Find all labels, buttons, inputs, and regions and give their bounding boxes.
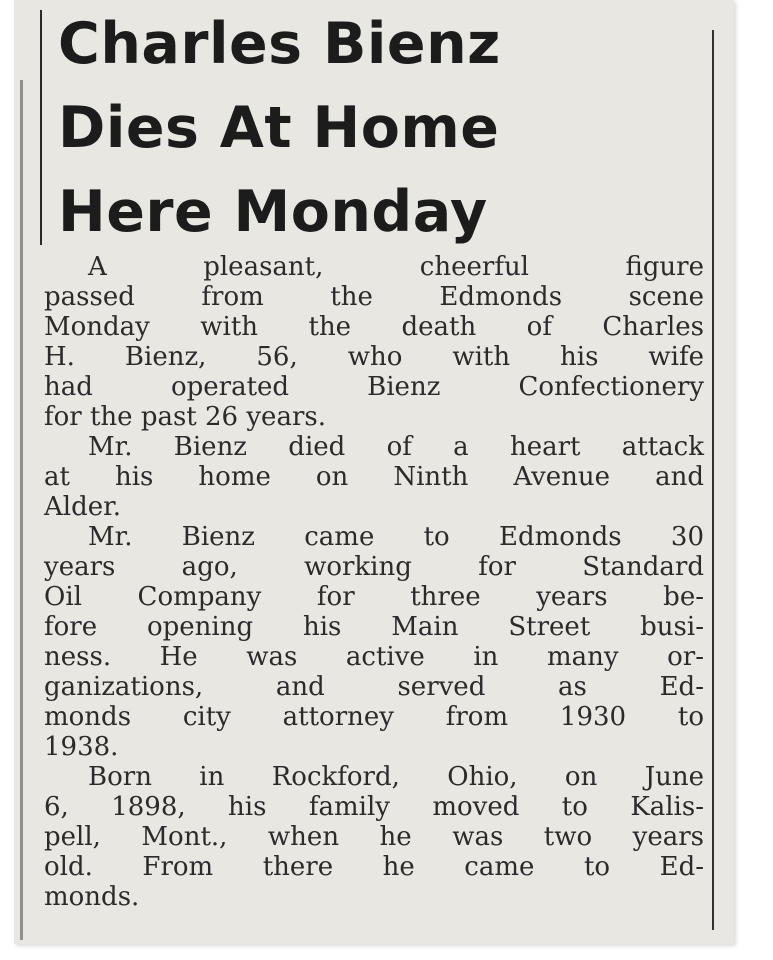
text-line: old. From there he came to Ed-	[44, 852, 704, 882]
column-rule-right	[712, 30, 714, 930]
article-body	[44, 252, 704, 912]
headline-line: Charles Bienz	[58, 11, 501, 77]
text-line: 6, 1898, his family moved to Kalis-	[44, 792, 704, 822]
text-line: H. Bienz, 56, who with his wife	[44, 342, 704, 372]
text-line: years ago, working for Standard	[44, 552, 704, 582]
headline-line: Here Monday	[58, 179, 488, 245]
text-line: Mr. Bienz came to Edmonds 30	[88, 522, 704, 552]
paragraph-4	[44, 762, 704, 912]
text-line: Born in Rockford, Ohio, on June	[88, 762, 704, 792]
text-line: Mr. Bienz died of a heart attack	[88, 432, 704, 462]
text-line: pell, Mont., when he was two years	[44, 822, 704, 852]
text-line: at his home on Ninth Avenue and	[44, 462, 704, 492]
text-line: ness. He was active in many or-	[44, 642, 704, 672]
text-line: had operated Bienz Confectionery	[44, 372, 704, 402]
text-line: Monday with the death of Charles	[44, 312, 704, 342]
text-line: 1938.	[44, 732, 119, 762]
text-line: ganizations, and served as Ed-	[44, 672, 704, 702]
text-line: monds.	[44, 882, 140, 912]
text-line: Oil Company for three years be-	[44, 582, 704, 612]
headline-line: Dies At Home	[58, 95, 500, 161]
text-line: Alder.	[44, 492, 121, 522]
text-line: passed from the Edmonds scene	[44, 282, 704, 312]
text-line: fore opening his Main Street busi-	[44, 612, 704, 642]
column-rule-left	[40, 10, 42, 245]
text-line: for the past 26 years.	[44, 402, 326, 432]
paragraph-3	[44, 522, 704, 762]
paragraph-2	[44, 432, 704, 522]
text-line: monds city attorney from 1930 to	[44, 702, 704, 732]
column-rule-outer	[20, 80, 23, 940]
headline	[58, 2, 678, 254]
paragraph-1	[44, 252, 704, 432]
text-line: A pleasant, cheerful figure	[88, 252, 704, 282]
